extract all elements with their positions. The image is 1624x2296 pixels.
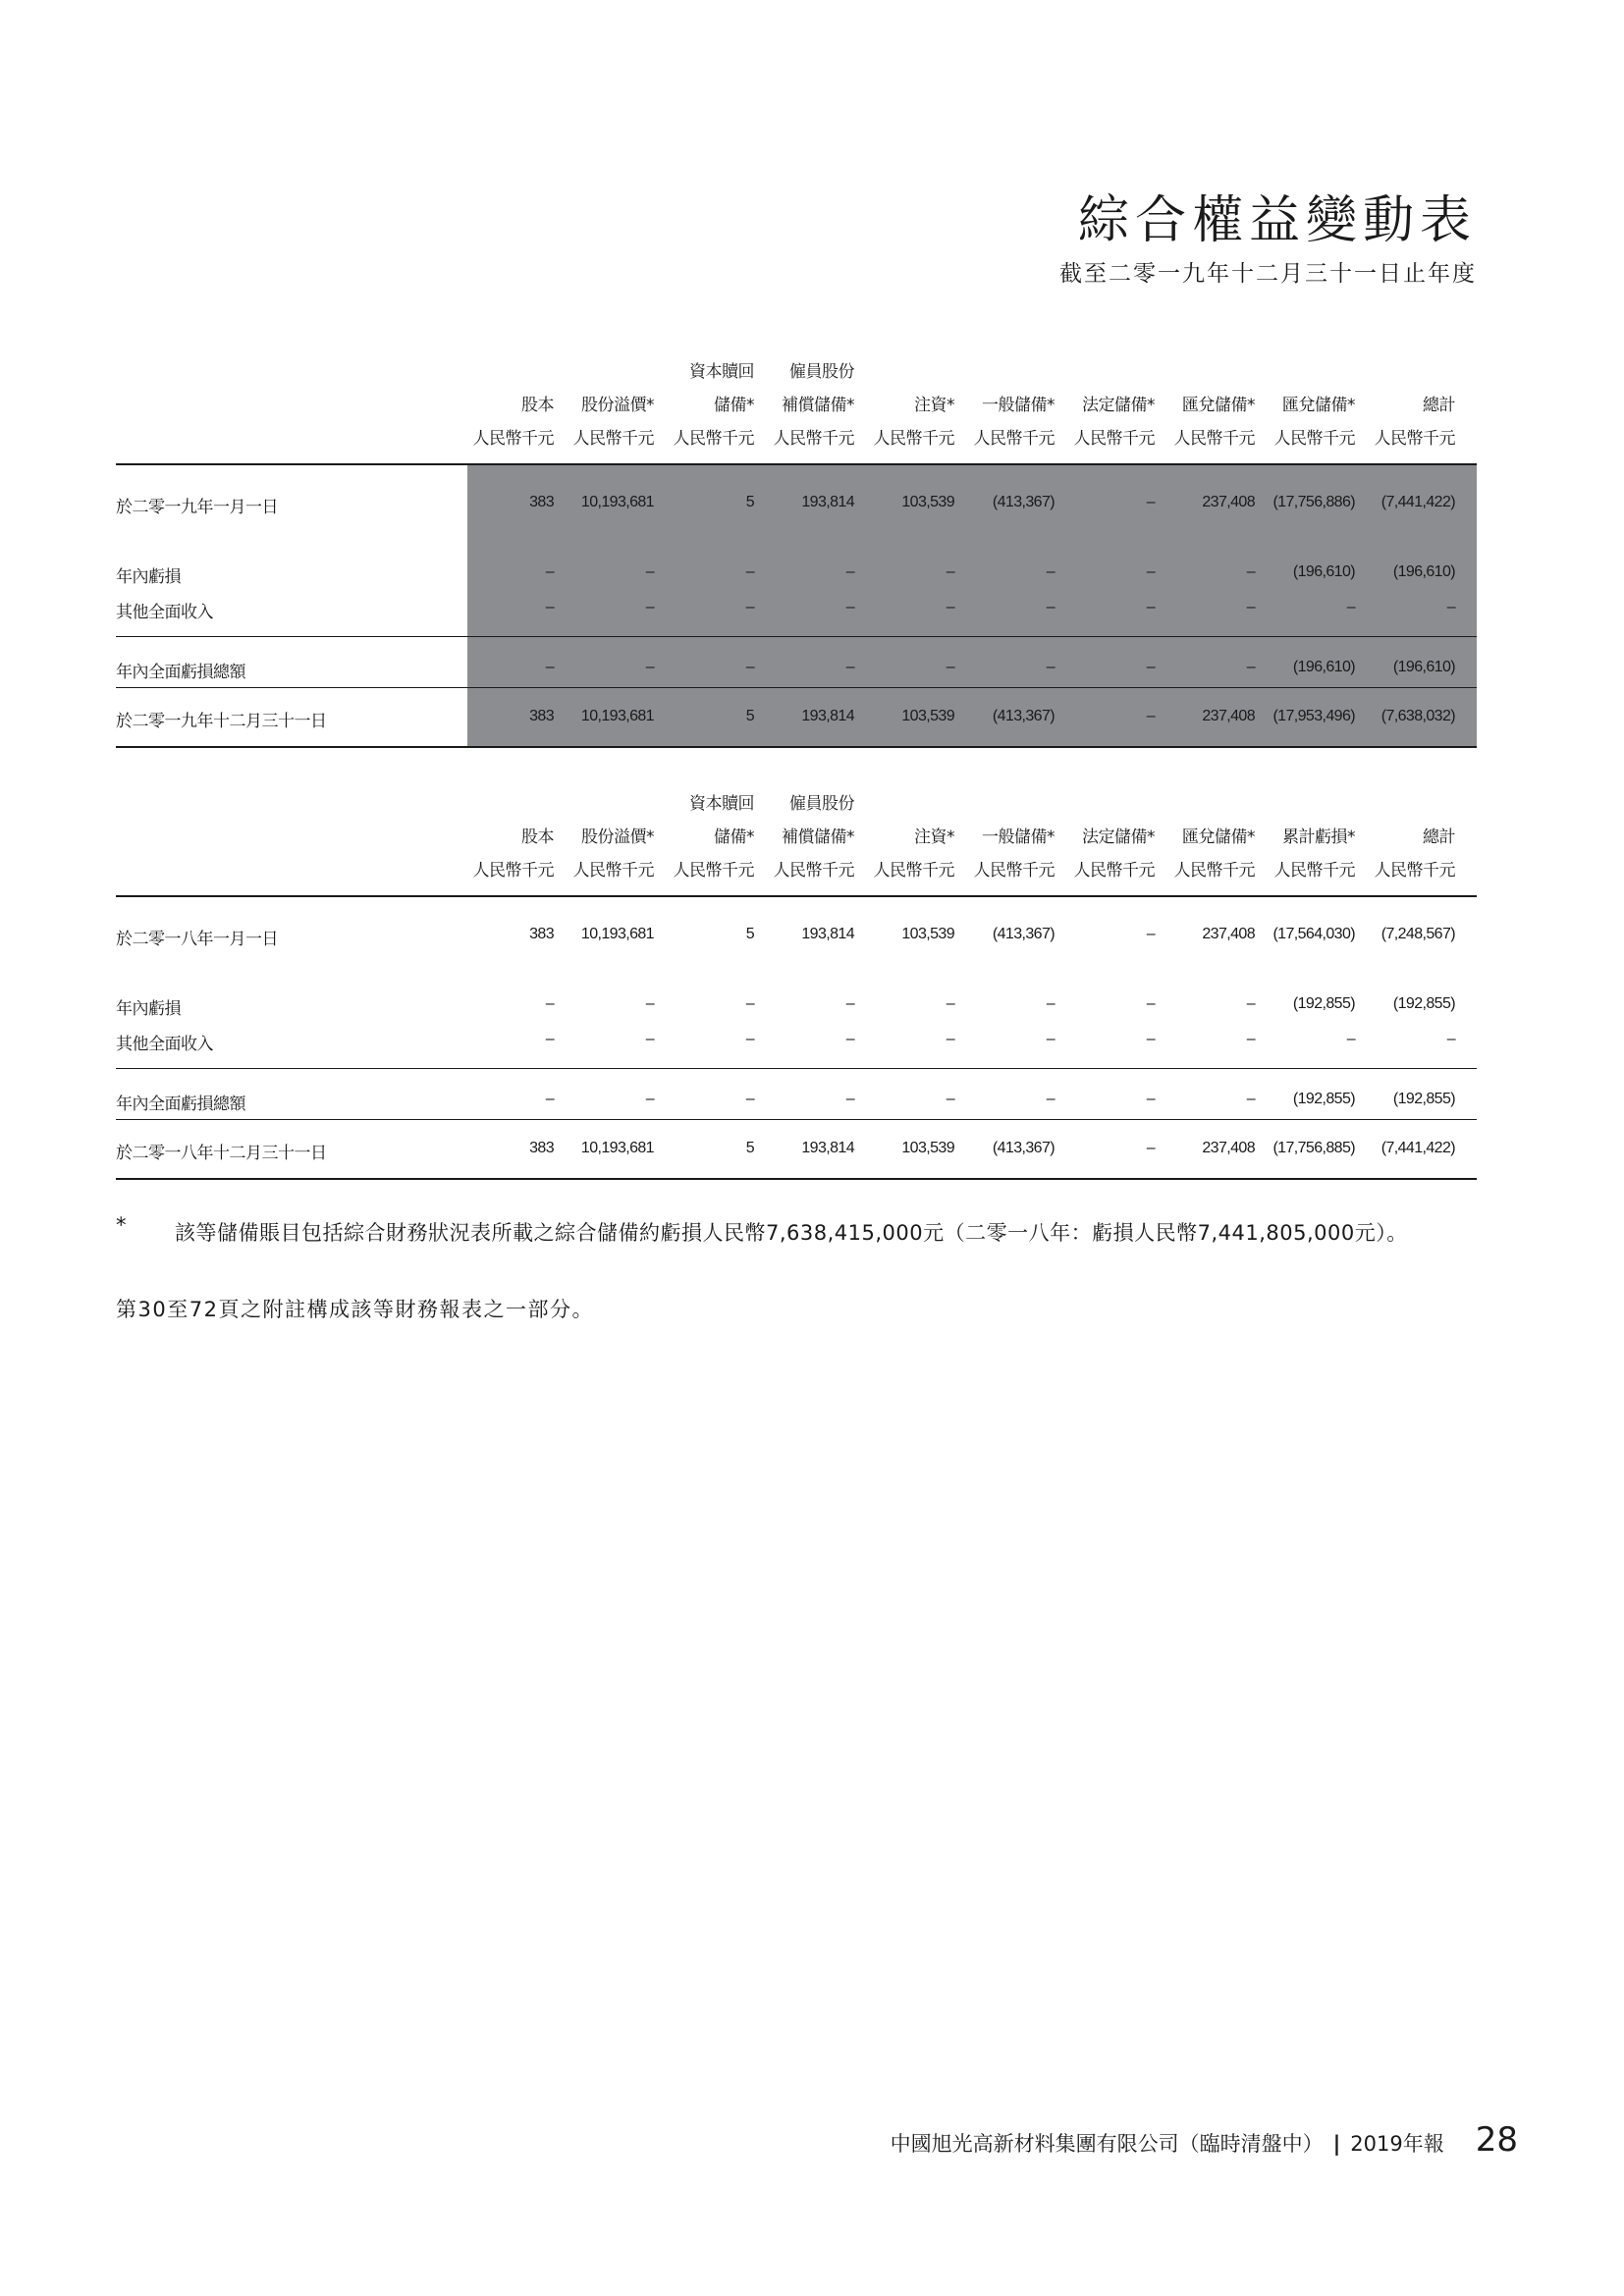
page-number: 28 (1475, 2120, 1518, 2160)
column-header: 注資* (914, 828, 954, 847)
table-cell: 103,539 (901, 926, 954, 942)
bottom-rule (116, 746, 1477, 748)
column-header: 股本 (521, 828, 554, 847)
table-cell: (413,367) (992, 1140, 1055, 1156)
column-header: 匯兌儲備* (1282, 396, 1355, 415)
table-cell: – (1246, 563, 1255, 580)
column-header: 一般儲備* (982, 828, 1055, 847)
row-label: 其他全面收入 (116, 603, 213, 622)
table-cell: (7,441,422) (1380, 494, 1455, 510)
table-cell: 193,814 (801, 708, 854, 724)
table-cell: – (645, 1091, 654, 1107)
subtotal-rule (116, 1068, 1477, 1069)
table-cell: 10,193,681 (580, 1140, 654, 1156)
table-cell: – (946, 1091, 954, 1107)
table-cell: – (845, 599, 854, 615)
table-cell: – (745, 659, 754, 675)
column-unit: 人民幣千元 (1173, 861, 1255, 881)
page-title: 綜合權益變動表 (1077, 191, 1477, 250)
table-cell: – (645, 995, 654, 1012)
column-unit: 人民幣千元 (472, 429, 554, 449)
table-cell: 237,408 (1202, 494, 1255, 510)
column-header: 補償儲備* (782, 396, 854, 415)
table-cell: (192,855) (1292, 995, 1355, 1012)
table-cell: 193,814 (801, 926, 854, 942)
table-cell: (17,756,886) (1272, 494, 1355, 510)
row-label: 於二零一八年十二月三十一日 (116, 1144, 327, 1163)
column-header-line1: 僱員股份 (789, 362, 854, 382)
page-footer (891, 2120, 1518, 2160)
table-cell: – (545, 563, 554, 580)
table-cell: – (545, 659, 554, 675)
table-cell: – (1146, 1091, 1155, 1107)
table-cell: – (946, 563, 954, 580)
table-cell: – (1146, 599, 1155, 615)
table-cell: (196,610) (1292, 659, 1355, 675)
table-cell: (192,855) (1392, 1091, 1455, 1107)
column-header: 一般儲備* (982, 396, 1055, 415)
table-cell: (192,855) (1292, 1091, 1355, 1107)
row-label: 年內虧損 (116, 999, 181, 1019)
column-header: 股本 (521, 396, 554, 415)
table-cell: (7,638,032) (1380, 708, 1455, 724)
table-cell: – (745, 599, 754, 615)
column-header: 股份溢價* (581, 396, 654, 415)
table-cell: – (1146, 494, 1155, 510)
table-cell: – (545, 599, 554, 615)
table-cell: – (1046, 599, 1055, 615)
table-cell: – (1046, 1091, 1055, 1107)
table-cell: – (1346, 1031, 1355, 1047)
table-cell: – (845, 1031, 854, 1047)
column-header: 法定儲備* (1082, 396, 1155, 415)
table-cell: – (946, 659, 954, 675)
table-cell: – (1046, 659, 1055, 675)
page-subtitle: 截至二零一九年十二月三十一日止年度 (1059, 261, 1477, 287)
table-cell: 383 (529, 1140, 554, 1156)
table-cell: – (1146, 1140, 1155, 1156)
column-unit: 人民幣千元 (1073, 861, 1155, 881)
table-cell: – (1446, 599, 1455, 615)
table-cell: (7,248,567) (1380, 926, 1455, 942)
table-cell: – (745, 1091, 754, 1107)
total-rule (116, 1119, 1477, 1120)
table-cell: (17,756,885) (1272, 1140, 1355, 1156)
table-cell: – (1146, 995, 1155, 1012)
table-cell: – (645, 659, 654, 675)
table-cell: – (745, 995, 754, 1012)
table-cell: 5 (745, 926, 754, 942)
table-cell: – (545, 1091, 554, 1107)
column-header: 儲備* (714, 396, 754, 415)
column-unit: 人民幣千元 (973, 861, 1055, 881)
statement-note: 第30至72頁之附註構成該等財務報表之一部分。 (116, 1298, 594, 1321)
table-cell: – (1246, 659, 1255, 675)
table-cell: (196,610) (1292, 563, 1355, 580)
table-cell: (192,855) (1392, 995, 1455, 1012)
column-unit: 人民幣千元 (673, 429, 754, 449)
table-cell: – (745, 563, 754, 580)
column-unit: 人民幣千元 (773, 429, 854, 449)
header-rule (116, 895, 1477, 897)
column-unit: 人民幣千元 (472, 861, 554, 881)
table-cell: – (1146, 563, 1155, 580)
table-cell: – (1246, 1031, 1255, 1047)
column-unit: 人民幣千元 (873, 429, 954, 449)
column-unit: 人民幣千元 (1073, 429, 1155, 449)
column-header: 累計虧損* (1282, 828, 1355, 847)
table-cell: – (845, 659, 854, 675)
table-cell: (17,564,030) (1272, 926, 1355, 942)
table-cell: 103,539 (901, 494, 954, 510)
column-unit: 人民幣千元 (873, 861, 954, 881)
row-label: 其他全面收入 (116, 1035, 213, 1054)
table-cell: 383 (529, 494, 554, 510)
table-cell: – (645, 599, 654, 615)
bottom-rule (116, 1178, 1477, 1180)
row-label: 於二零一八年一月一日 (116, 930, 278, 949)
table-cell: (196,610) (1392, 563, 1455, 580)
column-header: 匯兌儲備* (1182, 396, 1255, 415)
table-cell: 103,539 (901, 1140, 954, 1156)
table-cell: – (1046, 995, 1055, 1012)
table-cell: (413,367) (992, 926, 1055, 942)
row-label: 年內全面虧損總額 (116, 1095, 245, 1114)
column-unit: 人民幣千元 (1273, 861, 1355, 881)
table-cell: – (1146, 659, 1155, 675)
table-cell: – (1246, 1091, 1255, 1107)
table-cell: – (946, 599, 954, 615)
column-unit: 人民幣千元 (673, 861, 754, 881)
table-cell: 193,814 (801, 1140, 854, 1156)
column-unit: 人民幣千元 (773, 861, 854, 881)
column-header: 法定儲備* (1082, 828, 1155, 847)
table-cell: 383 (529, 926, 554, 942)
table-cell: 237,408 (1202, 926, 1255, 942)
table-cell: 5 (745, 708, 754, 724)
column-unit: 人民幣千元 (973, 429, 1055, 449)
table-cell: – (1146, 708, 1155, 724)
table-cell: – (545, 1031, 554, 1047)
footnote-text: 該等儲備賬目包括綜合財務狀況表所載之綜合儲備約虧損人民幣7,638,415,000元（二零一八年：虧損人民幣7,441,805,000元）。 (175, 1221, 1408, 1245)
column-header: 補償儲備* (782, 828, 854, 847)
table-cell: 237,408 (1202, 708, 1255, 724)
table-cell: 10,193,681 (580, 926, 654, 942)
table-cell: – (845, 1091, 854, 1107)
column-header: 總計 (1423, 396, 1455, 415)
table-cell: – (745, 1031, 754, 1047)
row-label: 於二零一九年一月一日 (116, 498, 278, 517)
table-cell: – (1046, 563, 1055, 580)
table-cell: – (545, 995, 554, 1012)
table-cell: 10,193,681 (580, 708, 654, 724)
table-cell: 5 (745, 1140, 754, 1156)
table-cell: 193,814 (801, 494, 854, 510)
table-cell: 383 (529, 708, 554, 724)
table-cell: 103,539 (901, 708, 954, 724)
column-header-line1: 資本贖回 (689, 794, 754, 814)
column-unit: 人民幣千元 (1273, 429, 1355, 449)
column-unit: 人民幣千元 (1374, 861, 1455, 881)
table-cell: – (645, 563, 654, 580)
table-cell: – (1346, 599, 1355, 615)
column-unit: 人民幣千元 (572, 429, 654, 449)
row-label: 於二零一九年十二月三十一日 (116, 712, 327, 731)
table-cell: – (1146, 926, 1155, 942)
column-header-line1: 僱員股份 (789, 794, 854, 814)
column-unit: 人民幣千元 (572, 861, 654, 881)
table-cell: (7,441,422) (1380, 1140, 1455, 1156)
table-cell: – (845, 563, 854, 580)
column-header: 注資* (914, 396, 954, 415)
table-cell: – (946, 995, 954, 1012)
table-cell: (196,610) (1392, 659, 1455, 675)
row-label: 年內全面虧損總額 (116, 663, 245, 682)
header-rule (116, 463, 1477, 465)
footer-separator: | (1332, 2132, 1341, 2156)
table-cell: – (946, 1031, 954, 1047)
table-cell: – (1446, 1031, 1455, 1047)
table-cell: 10,193,681 (580, 494, 654, 510)
column-header-line1: 資本贖回 (689, 362, 754, 382)
table-cell: (413,367) (992, 494, 1055, 510)
footnote-mark: * (116, 1213, 127, 1237)
table-cell: 5 (745, 494, 754, 510)
table-cell: – (1046, 1031, 1055, 1047)
column-header: 總計 (1423, 828, 1455, 847)
column-unit: 人民幣千元 (1173, 429, 1255, 449)
column-header: 匯兌儲備* (1182, 828, 1255, 847)
total-rule (116, 687, 1477, 688)
column-header: 股份溢價* (581, 828, 654, 847)
table-cell: (413,367) (992, 708, 1055, 724)
footer-company: 中國旭光高新材料集團有限公司（臨時清盤中） (890, 2132, 1324, 2156)
table-cell: – (1146, 1031, 1155, 1047)
row-label: 年內虧損 (116, 567, 181, 587)
table-cell: – (845, 995, 854, 1012)
column-unit: 人民幣千元 (1374, 429, 1455, 449)
column-header: 儲備* (714, 828, 754, 847)
subtotal-rule (116, 636, 1477, 637)
footer-report: 2019年報 (1350, 2132, 1444, 2156)
table-cell: – (645, 1031, 654, 1047)
table-cell: (17,953,496) (1272, 708, 1355, 724)
table-cell: – (1246, 599, 1255, 615)
table-cell: 237,408 (1202, 1140, 1255, 1156)
table-cell: – (1246, 995, 1255, 1012)
